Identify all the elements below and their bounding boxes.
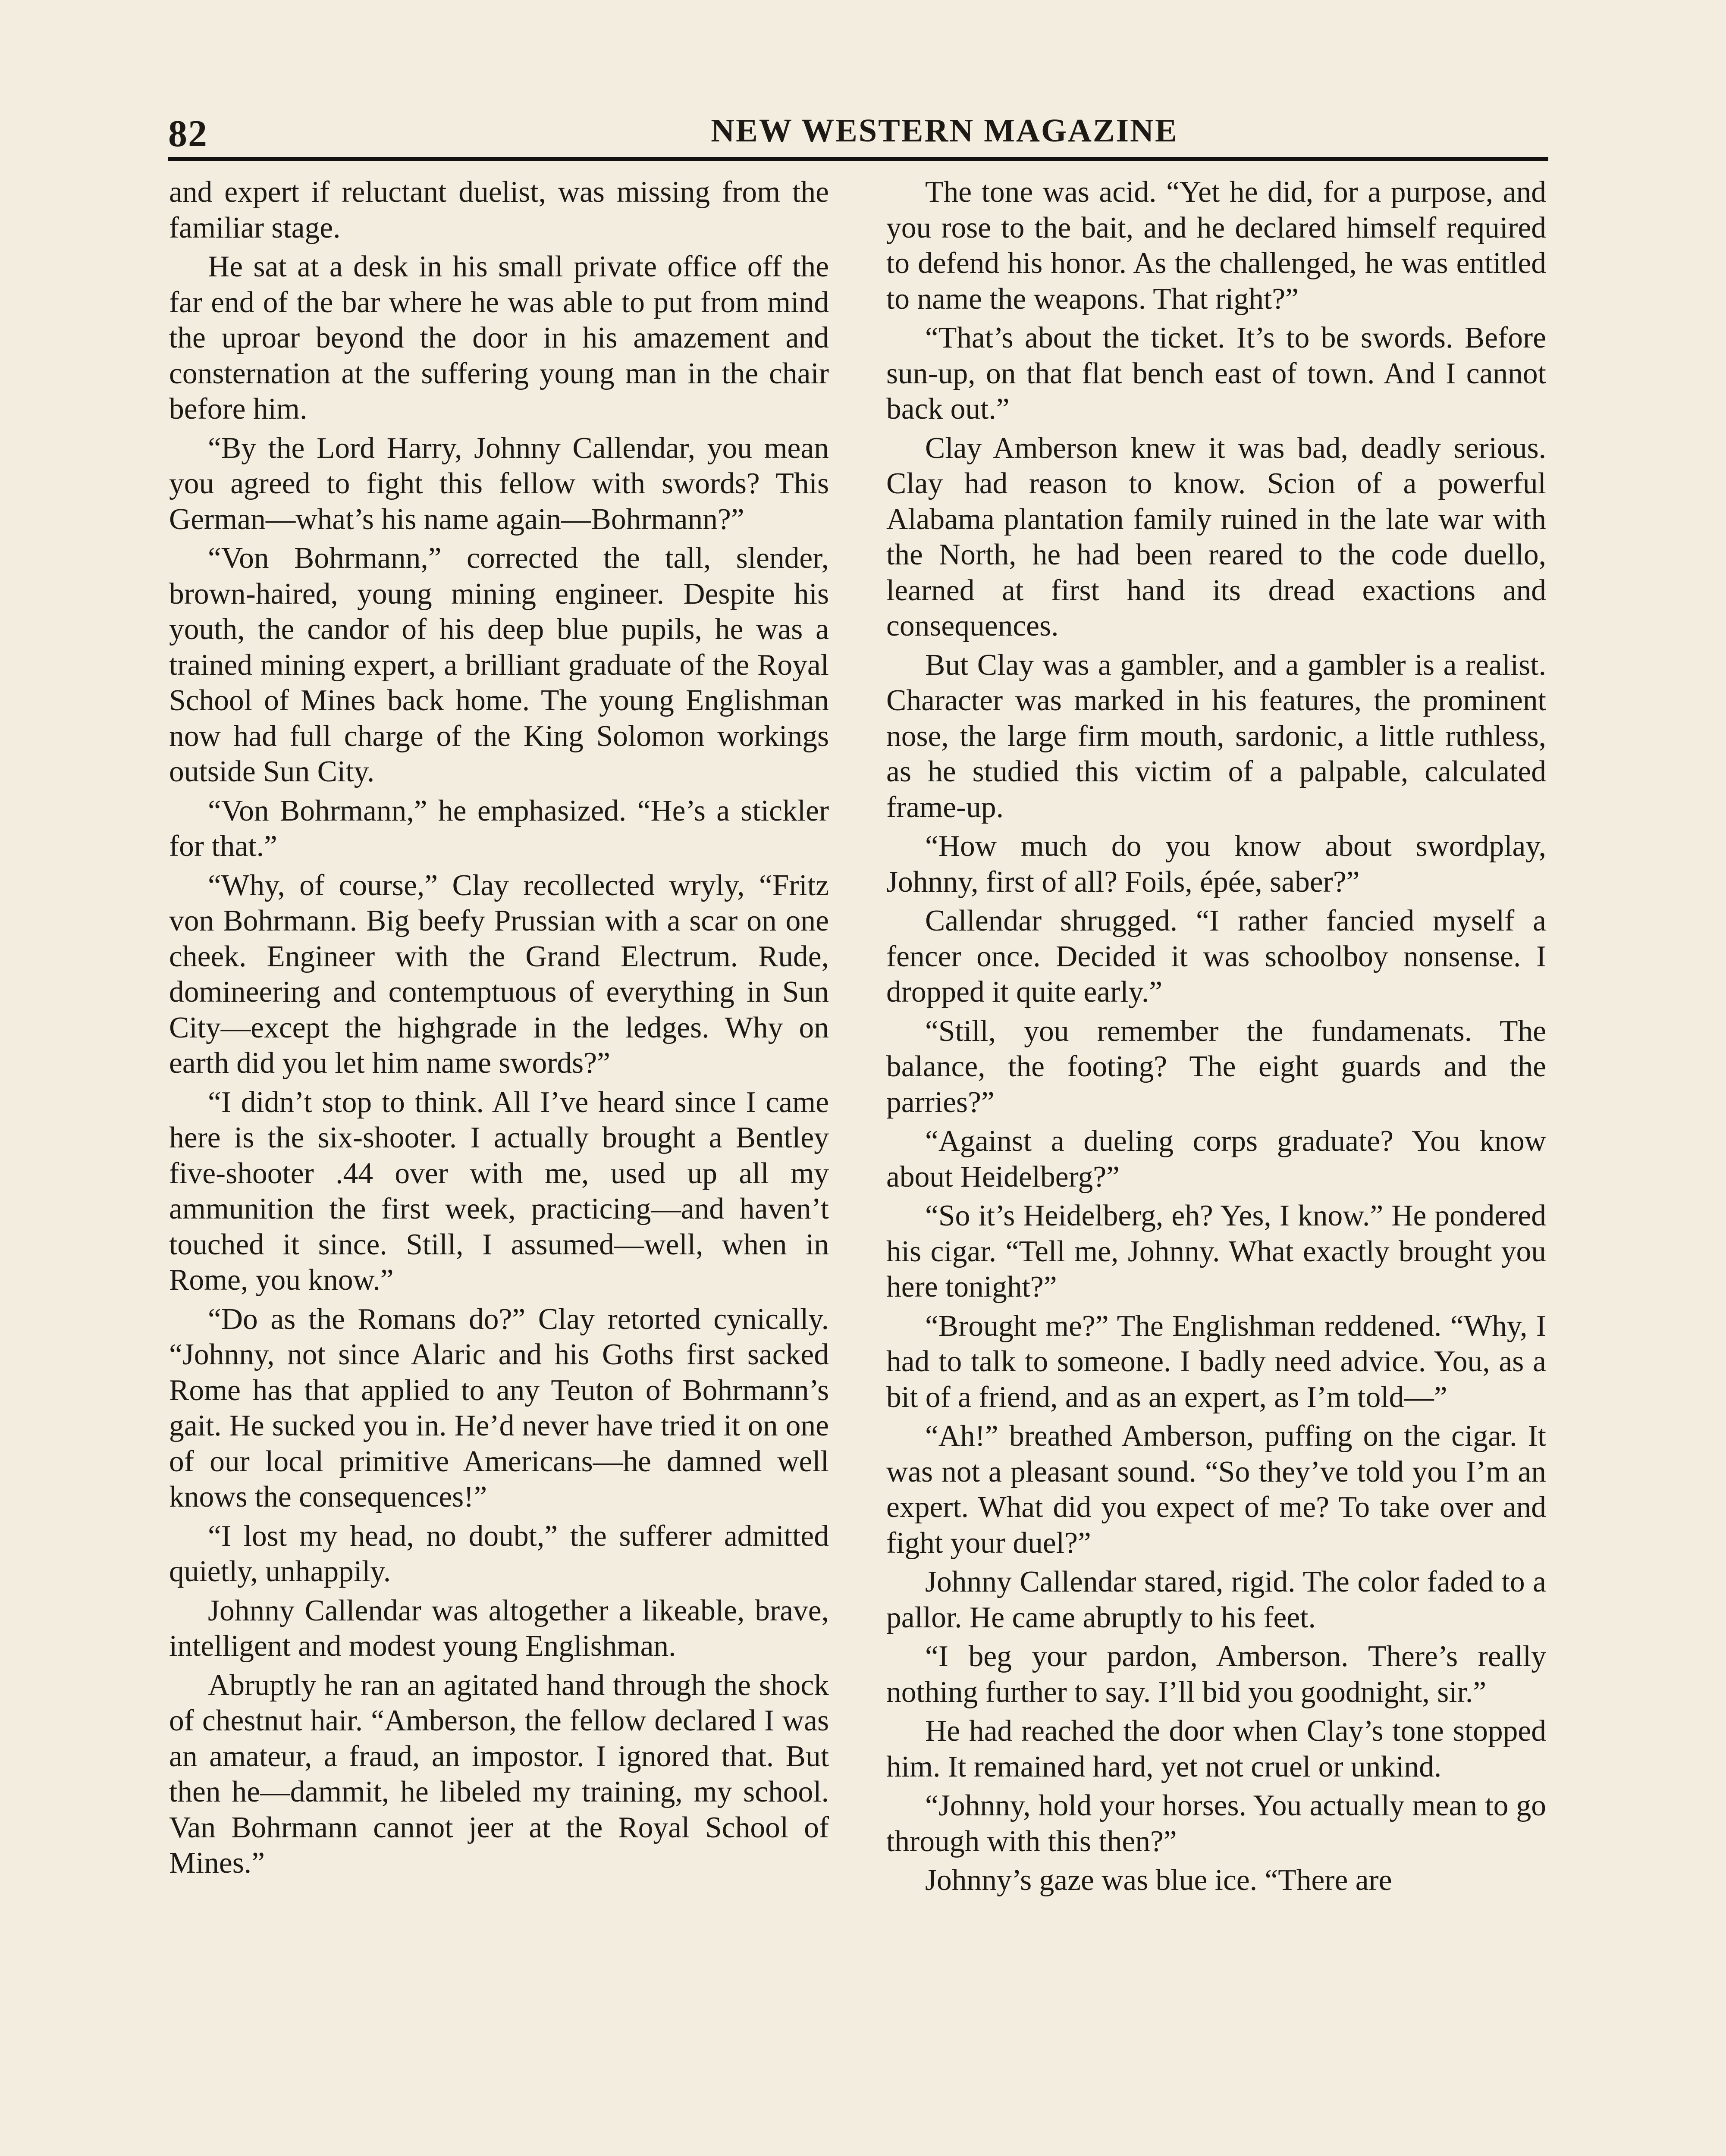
paragraph: The tone was acid. “Yet he did, for a purpose, and you rose to the bait, and he declared himself required to defend his honor. As the challenged, he was entitled to name the weapons. That right?” [886, 175, 1546, 316]
paragraph: “Why, of course,” Clay recollected wryly, “Fritz von Bohrmann. Big beefy Prussian with a scar on one cheek. Engineer with the Grand Electrum. Rude, domineering and contemptuous of everything in Sun City—except the highgrade in the ledges. Why on earth did you let him name swords?” [169, 868, 829, 1080]
header-rule [168, 157, 1548, 161]
paragraph: and expert if reluctant duelist, was missing from the familiar stage. [169, 175, 829, 244]
paragraph: “That’s about the ticket. It’s to be swords. Before sun-up, on that flat bench east of town. And I cannot back out.” [886, 321, 1546, 426]
paragraph: “I beg your pardon, Amberson. There’s really nothing further to say. I’ll bid you goodnight, sir.” [886, 1640, 1546, 1709]
left-column [169, 175, 829, 2156]
right-column [886, 175, 1546, 2156]
paragraph: Johnny Callendar was altogether a likeable, brave, intelligent and modest young Englishman. [169, 1594, 829, 1663]
paragraph: “So it’s Heidelberg, eh? Yes, I know.” He pondered his cigar. “Tell me, Johnny. What exactly brought you here tonight?” [886, 1199, 1546, 1304]
paragraph: “By the Lord Harry, Johnny Callendar, you mean you agreed to fight this fellow with swords? This German—what’s his name again—Bohrmann?” [169, 431, 829, 536]
paragraph: “How much do you know about swordplay, Johnny, first of all? Foils, épée, saber?” [886, 830, 1546, 899]
paragraph: “Von Bohrmann,” corrected the tall, slender, brown-haired, young mining engineer. Despite his youth, the candor of his deep blue pupils, he was a trained mining expert, a brilliant graduate of the Royal School of Mines back home. The young Englishman now had full charge of the King Solomon workings outside Sun City. [169, 542, 829, 788]
page-header [168, 103, 1548, 160]
paragraph: “I didn’t stop to think. All I’ve heard since I came here is the six-shooter. I actually brought a Bentley five-shooter .44 over with me, used up all my ammunition the first week, practicing—and haven’t touched it since. Still, I assumed—well, when in Rome, you know.” [169, 1085, 829, 1297]
paragraph: “Brought me?” The Englishman reddened. “Why, I had to talk to someone. I badly need advice. You, as a bit of a friend, and as an expert, as I’m told—” [886, 1309, 1546, 1414]
paragraph: He sat at a desk in his small private office off the far end of the bar where he was able to put from mind the uproar beyond the door in his amazement and consternation at the suffering young man in the chair before him. [169, 250, 829, 426]
paragraph: “Still, you remember the fundamenats. The balance, the footing? The eight guards and the parries?” [886, 1014, 1546, 1119]
paragraph: “Von Bohrmann,” he emphasized. “He’s a stickler for that.” [169, 794, 829, 863]
paragraph: He had reached the door when Clay’s tone stopped him. It remained hard, yet not cruel or unkind. [886, 1714, 1546, 1783]
paragraph: “Against a dueling corps graduate? You know about Heidelberg?” [886, 1125, 1546, 1194]
paragraph: But Clay was a gambler, and a gambler is a realist. Character was marked in his features, the prominent nose, the large firm mouth, sardonic, a little ruthless, as he studied this victim of a palpable, calculated frame-up. [886, 648, 1546, 824]
paragraph: “Do as the Romans do?” Clay retorted cynically. “Johnny, not since Alaric and his Goths first sacked Rome has that applied to any Teuton of Bohrmann’s gait. He sucked you in. He’d never have tried it on one of our local primitive Americans—he damned well knows the consequences!” [169, 1302, 829, 1514]
paragraph: Callendar shrugged. “I rather fancied myself a fencer once. Decided it was schoolboy nonsense. I dropped it quite early.” [886, 904, 1546, 1009]
paragraph: Johnny Callendar stared, rigid. The color faded to a pallor. He came abruptly to his feet. [886, 1565, 1546, 1634]
running-title: NEW WESTERN MAGAZINE [711, 113, 1178, 149]
paragraph: “I lost my head, no doubt,” the sufferer admitted quietly, unhappily. [169, 1519, 829, 1588]
paragraph: Clay Amberson knew it was bad, deadly serious. Clay had reason to know. Scion of a powerful Alabama plantation family ruined in the late war with the North, he had been reared to the code duello, learned at first hand its dread exactions and consequences. [886, 431, 1546, 642]
paragraph: “Ah!” breathed Amberson, puffing on the cigar. It was not a pleasant sound. “So they’ve told you I’m an expert. What did you expect of me? To take over and fight your duel?” [886, 1420, 1546, 1560]
paragraph: Abruptly he ran an agitated hand through the shock of chestnut hair. “Amberson, the fellow declared I was an amateur, a fraud, an impostor. I ignored that. But then he—dammit, he libeled my training, my school. Van Bohrmann cannot jeer at the Royal School of Mines.” [169, 1668, 829, 1880]
paragraph: Johnny’s gaze was blue ice. “There are [925, 1864, 1392, 1897]
paragraph: “Johnny, hold your horses. You actually mean to go through with this then?” [886, 1789, 1546, 1858]
page-number: 82 [168, 113, 208, 155]
